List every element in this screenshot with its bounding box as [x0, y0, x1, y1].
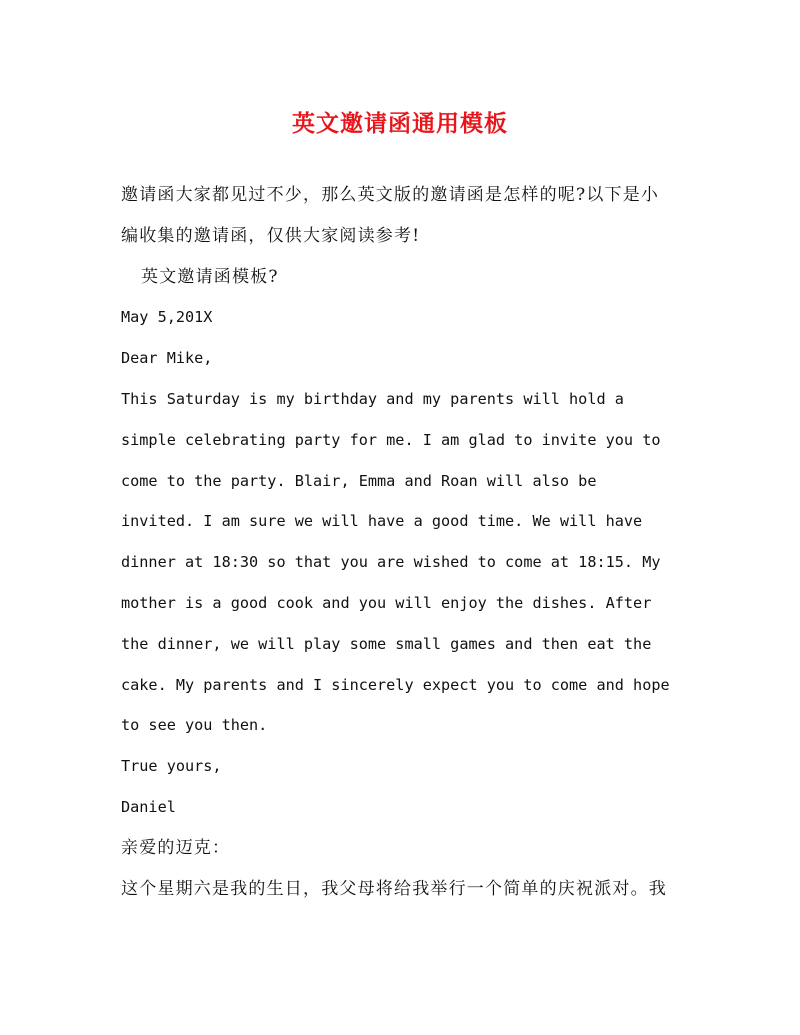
letter-body-line: dinner at 18:30 so that you are wished to come at 18:15. My	[121, 553, 661, 572]
paragraph-line: 邀请函大家都见过不少，那么英文版的邀请函是怎样的呢?以下是小	[121, 185, 660, 205]
letter-closing: True yours,	[121, 757, 222, 776]
letter-signature: Daniel	[121, 797, 176, 816]
document-body	[121, 180, 681, 914]
chinese-body-line: 这个星期六是我的生日，我父母将给我举行一个简单的庆祝派对。我	[121, 878, 667, 899]
letter-body-line: the dinner, we will play some small games and then eat the	[121, 634, 652, 653]
letter-body-line: cake. My parents and I sincerely expect you to come and hope	[121, 675, 670, 694]
letter-date: May 5,201X	[121, 308, 213, 327]
letter-body-line: mother is a good cook and you will enjoy the dishes. After	[121, 593, 652, 612]
letter-body-line: to see you then.	[121, 716, 268, 735]
paragraph-line: 编收集的邀请函，仅供大家阅读参考!	[121, 225, 421, 246]
document-title: 英文邀请函通用模板	[292, 110, 508, 137]
letter-body-line: This Saturday is my birthday and my parents will hold a	[121, 389, 624, 408]
letter-body-line: simple celebrating party for me. I am glad to invite you to	[121, 430, 661, 449]
letter-salutation: Dear Mike,	[121, 349, 213, 368]
section-heading: 英文邀请函模板?	[141, 266, 279, 287]
letter-body-line: invited. I am sure we will have a good time. We will have	[121, 512, 643, 531]
chinese-salutation: 亲爱的迈克：	[121, 837, 231, 858]
letter-body-line: come to the party. Blair, Emma and Roan will also be	[121, 471, 597, 490]
